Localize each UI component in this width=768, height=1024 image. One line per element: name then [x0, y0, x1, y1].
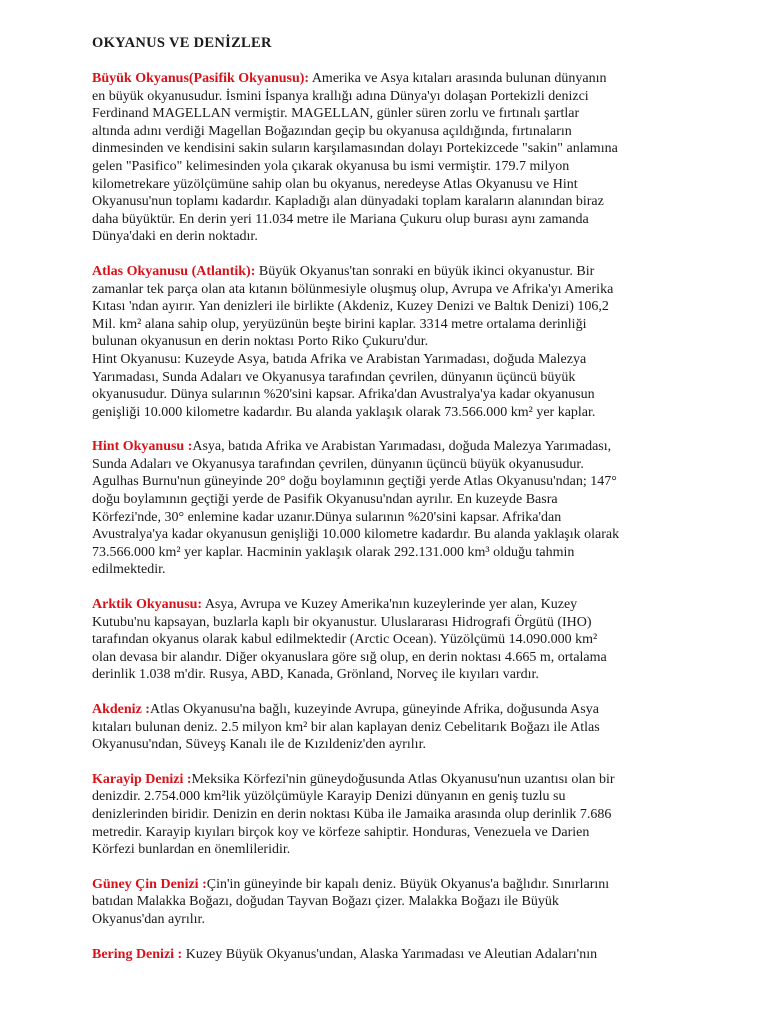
text-line: batıdan Malakka Boğazı, doğudan Tayvan Boğazı çizer. Malakka Boğazı ile Büyük [92, 894, 559, 910]
section-arktik-okyanusu [92, 596, 684, 684]
text-line: daha büyüktür. En derin yeri 11.034 metre ile Mariana Çukuru olup burası aynı zamanda [92, 211, 589, 227]
text-line: bulunan okyanusun en derin noktası Porto Riko Çukuru'dur. [92, 334, 429, 350]
section-text: Meksika Körfezi'nin güneydoğusunda Atlas Okyanusu'nun uzantısı olan bir [191, 771, 615, 787]
text-line: genişliği 10.000 kilometre kadardır. Bu alanda yaklaşık olarak 73.566.000 km² yer kaplar. [92, 404, 596, 420]
text-line: en büyük okyanusudur. İsmini İspanya krallığı adına Dünya'yı dolaşan Portekizli denizci [92, 88, 589, 104]
text-line: Ferdinand MAGELLAN vermiştir. MAGELLAN, günler süren zorlu ve fırtınalı şartlar [92, 106, 580, 122]
section-akdeniz [92, 701, 684, 754]
text-line: Dünya'daki en derin noktadır. [92, 229, 258, 245]
text-line: Agulhas Burnu'nun güneyinde 20° doğu boylamının geçtiği yerde Atlas Okyanusu'ndan; 147° [92, 474, 617, 490]
text-line [92, 596, 684, 614]
text-line: Hint Okyanusu: Kuzeyde Asya, batıda Afrika ve Arabistan Yarımadası, doğuda Malezya [92, 351, 587, 367]
text-line: Sunda Adaları ve Okyanusya tarafından çevrilen, dünyanın üçüncü büyük okyanusudur. [92, 456, 584, 472]
section-text: Kuzey Büyük Okyanus'undan, Alaska Yarımadası ve Aleutian Adaları'nın [182, 946, 598, 962]
section-buyuk-okyanus-pasifik-okyanusu [92, 70, 684, 246]
text-line [92, 263, 684, 281]
text-line: altında adını verdiği Magellan Boğazından geçip bu okyanusa açıldığında, fırtınaların [92, 123, 572, 139]
section-guney-cin-denizi [92, 876, 684, 929]
section-bering-denizi [92, 946, 684, 964]
section-heading: Karayip Denizi : [92, 771, 192, 787]
document-body [92, 70, 684, 963]
section-heading: Güney Çin Denizi : [92, 876, 207, 892]
section-heading: Bering Denizi : [92, 946, 183, 962]
text-line: Körfezi'nde, 30° enlemine kadar uzanır.Dünya sularının %20'sini kapsar. Afrika'dan [92, 509, 562, 525]
text-line [92, 771, 684, 789]
section-heading: Arktik Okyanusu: [92, 597, 203, 613]
page-title: OKYANUS VE DENİZLER [92, 35, 272, 51]
text-line: olan devasa bir alandır. Diğer okyanuslara göre sığ olup, en derin noktası 4.665 m, ortalama [92, 649, 607, 665]
text-line: Mil. km² alana sahip olup, yeryüzünün beşte birini kaplar. 3314 metre ortalama derinliği [92, 316, 587, 332]
text-line: dinmesinden ve kendisini sakin suların karşılamasından dolayı Portekizcede "sakin" anlamına [92, 141, 618, 157]
text-line: 73.566.000 km² yer kaplar. Hacminin yaklaşık olarak 292.131.000 km³ olduğu tahmin [92, 544, 575, 560]
text-line: Kutubu'nu kapsayan, buzlarla kaplı bir okyanustur. Uluslararası Hidrografi Örgütü (IHO) [92, 614, 592, 630]
text-line: zamanlar tek parça olan ata kıtanın bölünmesiyle oluşmuş olup, Avrupa ve Afrika'yı Amerika [92, 281, 614, 297]
section-text: Atlas Okyanusu'na bağlı, kuzeyinde Avrupa, güneyinde Afrika, doğusunda Asya [149, 702, 599, 717]
text-line: Okyanus'dan ayrılır. [92, 911, 205, 927]
section-hint-okyanusu [92, 438, 684, 579]
text-line: Körfezi bunlardan en önemlileridir. [92, 842, 291, 858]
document-page [92, 34, 684, 980]
text-line: kilometrekare yüzölçümüne sahip olan bu okyanus, neredeyse Atlas Okyanusu ve Hint [92, 176, 578, 192]
text-line [92, 701, 684, 719]
section-heading: Akdeniz : [92, 702, 150, 717]
section-text: Büyük Okyanus'tan sonraki en büyük ikinci okyanustur. Bir [255, 263, 595, 279]
section-text: Amerika ve Asya kıtaları arasında bulunan dünyanın [309, 71, 607, 86]
text-line: Okyanusu'nun toplamı kadardır. Kapladığı alan dünyadaki toplam karaların alanından biraz [92, 194, 604, 210]
section-text: Çin'in güneyinde bir kapalı deniz. Büyük Okyanus'a bağlıdır. Sınırlarını [206, 876, 610, 892]
text-line [92, 70, 684, 88]
text-line [92, 438, 684, 456]
text-line: Kıtası 'ndan ayırır. Yan denizleri ile birlikte (Akdeniz, Kuzey Denizi ve Baltık Denizi) 106,2 [92, 299, 609, 315]
section-heading: Hint Okyanusu : [92, 439, 193, 455]
text-line: denizlerinden biridir. Denizin en derin noktası Küba ile Jamaika arasında olup derinlik 7.686 [92, 806, 612, 822]
text-line [92, 946, 684, 964]
text-line: Avustralya'ya kadar okyanusun genişliği 10.000 kilometre kadardır. Bu alanda yaklaşık olarak [92, 527, 620, 543]
text-line: derinlik 1.038 m'dir. Rusya, ABD, Kanada, Grönland, Norveç ile kıyıları vardır. [92, 667, 539, 683]
section-text: Asya, batıda Afrika ve Arabistan Yarımadası, doğuda Malezya Yarımadası, [192, 439, 612, 455]
text-line: doğu boylamının geçtiği yerde de Pasifik Okyanusu'ndan ayrılır. En kuzeyde Basra [92, 492, 558, 508]
section-karayip-denizi [92, 771, 684, 859]
section-heading: Atlas Okyanusu (Atlantik): [92, 263, 256, 279]
section-text: Asya, Avrupa ve Kuzey Amerika'nın kuzeylerinde yer alan, Kuzey [202, 597, 578, 613]
text-line: denizdir. 2.754.000 km²lik yüzölçümüyle Karayip Denizi dünyanın en geniş tuzlu su [92, 789, 566, 805]
text-line: tarafından okyanus olarak kabul edilmektedir (Arctic Ocean). Yüzölçümü 14.090.000 km² [92, 632, 598, 648]
text-line: gelen "Pasifico" kelimesinden yola çıkarak okyanusa bu ismi vermiştir. 179.7 milyon [92, 158, 570, 174]
text-line [92, 876, 684, 894]
section-atlas-okyanusu-atlantik [92, 263, 684, 421]
text-line: edilmektedir. [92, 562, 166, 578]
text-line: okyanusudur. Dünya sularının %20'sini kapsar. Afrika'dan Avustralya'ya kadar okyanusun [92, 387, 595, 403]
text-line: kıtaları bulunan deniz. 2.5 milyon km² bir alan kaplayan deniz Cebelitarık Boğazı ile Atlas [92, 719, 600, 735]
text-line: Yarımadası, Sunda Adaları ve Okyanusya tarafından çevrilen, dünyanın üçüncü büyük [92, 369, 576, 385]
text-line: metredir. Karayip kıyıları birçok koy ve körfeze sahiptir. Honduras, Venezuela ve Darien [92, 824, 590, 840]
text-line: Okyanusu'ndan, Süveyş Kanalı ile de Kızıldeniz'den ayrılır. [92, 737, 426, 753]
section-heading: Büyük Okyanus(Pasifik Okyanusu): [92, 71, 310, 86]
